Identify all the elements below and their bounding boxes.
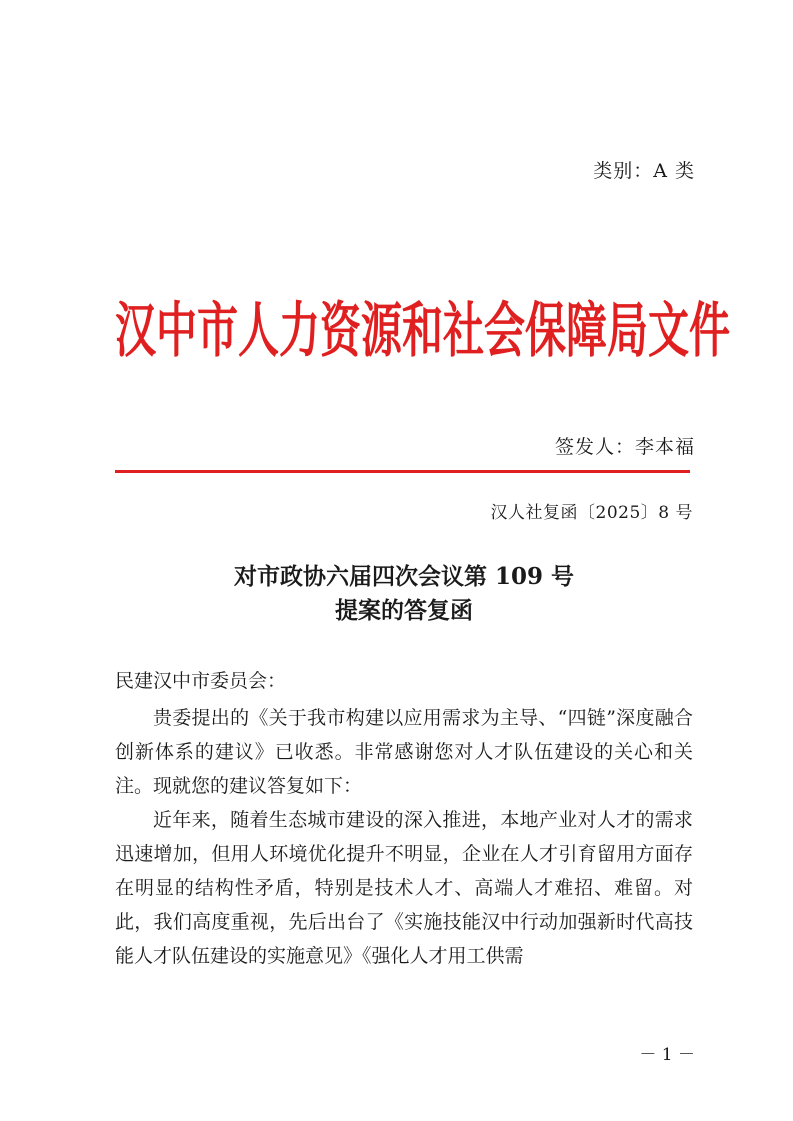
body-paragraph-2: 近年来，随着生态城市建设的深入推进，本地产业对人才的需求迅速增加，但用人环境优化提升不明显，企业在人才引育留用方面存在明显的结构性矛盾，特别是技术人才、高端人才难招、难留。对此，我们高度重视，先后出台了《实施技能汉中行动加强新时代高技能人才队伍建设的实施意见》《强化人才用工供需 (115, 809, 693, 967)
addressee: 民建汉中市委员会： (115, 670, 287, 692)
document-category: 类别：A 类 (593, 160, 695, 182)
body-paragraph-1: 贵委提出的《关于我市构建以应用需求为主导、“四链”深度融合创新体系的建议》已收悉。非常感谢您对人才队伍建设的关心和关注。现就您的建议答复如下： (115, 707, 693, 797)
issuing-authority-header: 汉中市人力资源和社会保障局文件 (115, 295, 730, 366)
document-title-line-2: 提案的答复函 (335, 597, 473, 624)
red-divider-rule (115, 470, 690, 473)
document-number: 汉人社复函〔2025〕8 号 (490, 503, 693, 523)
document-title-line-1: 对市政协六届四次会议第 109 号 (233, 563, 575, 590)
signer-line: 签发人：李本福 (554, 436, 695, 458)
page-number: － 1 － (639, 1045, 695, 1065)
